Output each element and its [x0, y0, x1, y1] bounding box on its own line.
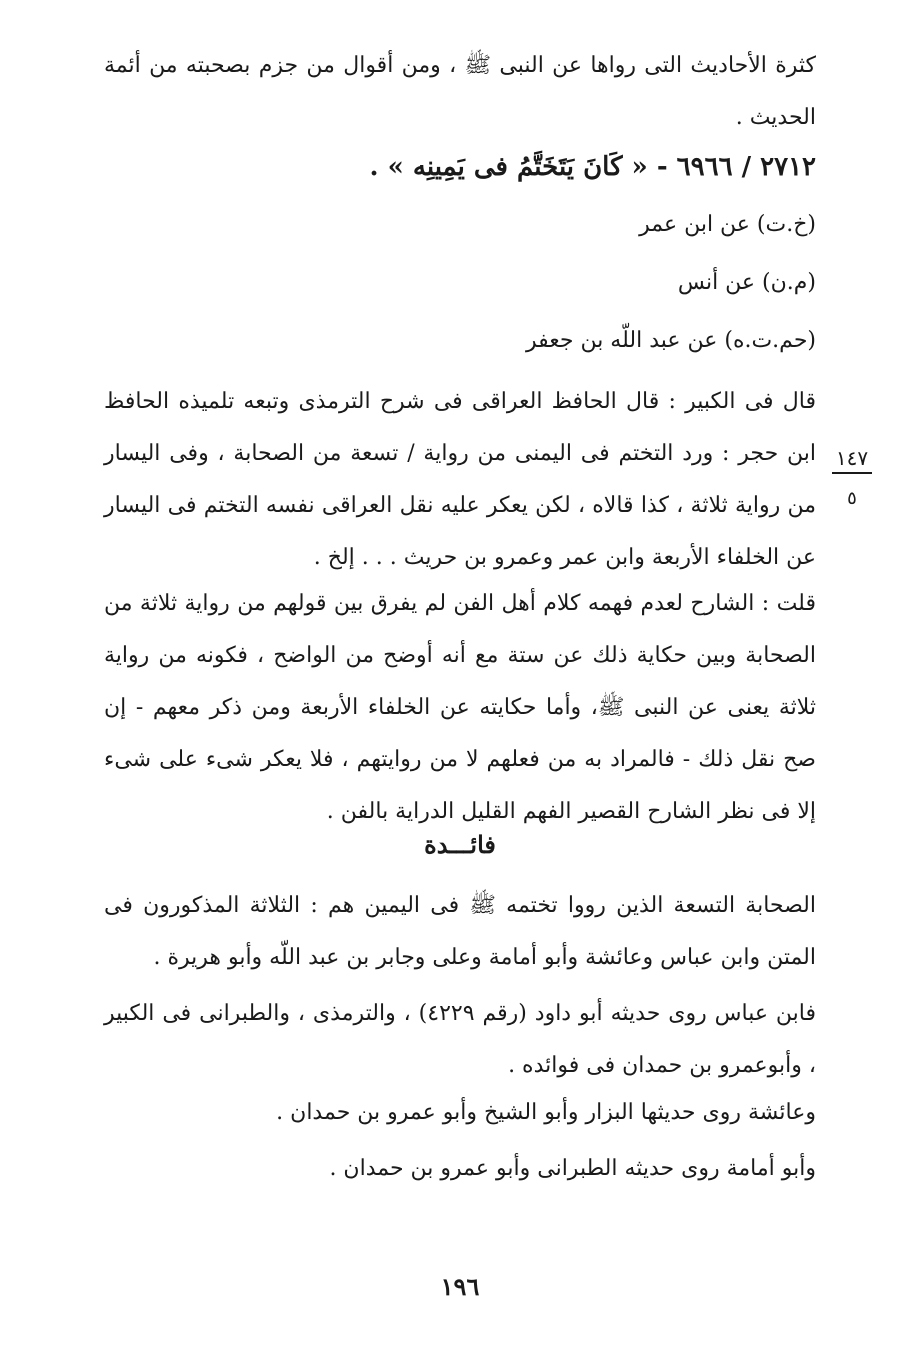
faida-paragraph-4: وأبو أمامة روى حديثه الطبرانى وأبو عمرو بن حمدان . [329, 1156, 816, 1181]
faida-paragraph-3: وعائشة روى حديثها البزار وأبو الشيخ وأبو عمرو بن حمدان . [276, 1100, 816, 1125]
faida-heading: فائـــدة [424, 830, 496, 859]
margin-line-ref: ٥ [847, 488, 857, 509]
commentary-paragraph-1: قال فى الكبير : قال الحافظ العراقى فى شرح الترمذى وتبعه تلميذه الحافظ ابن حجر : ورد التختم فى اليمنى من رواية / تسعة من الصحابة ، وفى اليسار من رواية ثلاثة ، كذا قالاه ، لكن يعكر عليه نقل العراقى نفسه التختم فى اليسار عن الخلفاء الأربعة وابن عمر وعمرو بن حريث . . . إلخ . [104, 389, 816, 570]
continuation-paragraph: كثرة الأحاديث التى رواها عن النبى ﷺ ، ومن أقوال من جزم بصحبته من أئمة الحديث . [104, 53, 816, 130]
margin-page-ref: ١٤٧ [832, 446, 872, 474]
commentary-paragraph-2: قلت : الشارح لعدم فهمه كلام أهل الفن لم يفرق بين قولهم من رواية ثلاثة من الصحابة وبين حكاية ذلك عن ستة مع أنه أوضح من الواضح ، فكونه من رواية ثلاثة يعنى عن النبى ﷺ، وأما حكايته عن الخلفاء الأربعة ومن ذكر معهم - إن صح نقل ذلك - فالمراد به من فعلهم لا من روايتهم ، فلا يعكر شىء على شىء إلا فى نظر الشارح القصير الفهم القليل الدراية بالفن . [104, 591, 816, 824]
hadith-line: ٢٧١٢ / ٦٩٦٦ - « كَانَ يَتَخَتَّمُ فى يَمِينِه » . [369, 152, 816, 182]
page-number: ١٩٦ [440, 1272, 480, 1301]
source-line-2: (م.ن) عن أنس [677, 270, 816, 295]
margin-reference [832, 446, 872, 509]
faida-paragraph-1: الصحابة التسعة الذين رووا تختمه ﷺ فى اليمين هم : الثلاثة المذكورون فى المتن وابن عباس وعائشة وأبو أمامة وعلى وجابر بن عبد اللّه وأبو هريرة . [104, 893, 816, 970]
source-line-3: (حم.ت.ه) عن عبد اللّه بن جعفر [525, 328, 816, 353]
source-line-1: (خ.ت) عن ابن عمر [639, 212, 816, 237]
faida-paragraph-2: فابن عباس روى حديثه أبو داود (رقم ٤٢٢٩) ، والترمذى ، والطبرانى فى الكبير ، وأبوعمرو بن حمدان فى فوائده . [104, 1001, 816, 1078]
